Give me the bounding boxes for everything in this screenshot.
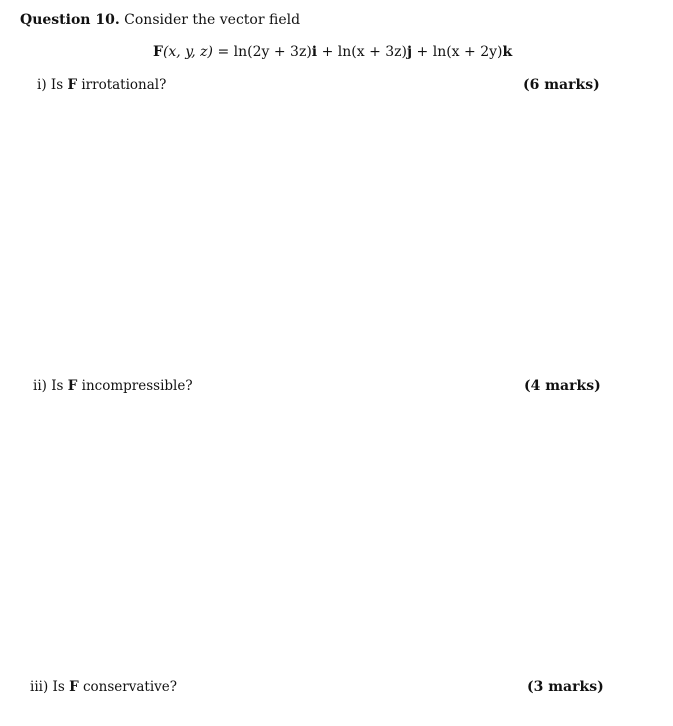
formula-plus-1: + xyxy=(317,44,338,60)
part-question-text: incompressible? xyxy=(81,378,193,394)
question-number: Question 10. xyxy=(20,12,120,28)
part-symbol: F xyxy=(69,679,79,695)
part-question-text: irrotational? xyxy=(81,77,167,93)
formula-unit-j: j xyxy=(407,44,413,60)
part-question-text: conservative? xyxy=(82,679,178,695)
part-prefix: Is xyxy=(51,378,64,394)
part-label: iii) xyxy=(30,679,49,695)
part-iii-question xyxy=(30,679,177,695)
part-iii-marks: (3 marks) xyxy=(527,679,604,695)
part-label: i) xyxy=(37,77,47,93)
formula-term-j: ln(x + 3z) xyxy=(337,44,407,60)
vector-field-formula xyxy=(153,44,512,60)
formula-term-k: ln(x + 2y) xyxy=(432,44,503,60)
formula-plus-2: + xyxy=(412,44,433,60)
part-symbol: F xyxy=(67,378,78,394)
question-intro: Consider the vector field xyxy=(124,12,301,28)
part-symbol: F xyxy=(67,77,78,93)
formula-equals: = xyxy=(213,44,234,60)
part-prefix: Is xyxy=(50,77,64,93)
part-prefix: Is xyxy=(52,679,65,695)
part-ii-question xyxy=(33,378,193,394)
part-i-marks: (6 marks) xyxy=(523,77,600,93)
formula-unit-i: i xyxy=(311,44,318,60)
formula-term-i: ln(2y + 3z) xyxy=(233,44,312,60)
formula-unit-k: k xyxy=(502,44,513,60)
formula-lhs-args: (x, y, z) xyxy=(162,44,213,60)
part-ii-marks: (4 marks) xyxy=(524,378,601,394)
formula-lhs-symbol: F xyxy=(153,44,163,60)
part-i-question xyxy=(37,77,166,93)
part-label: ii) xyxy=(33,378,47,394)
question-heading xyxy=(20,12,300,28)
